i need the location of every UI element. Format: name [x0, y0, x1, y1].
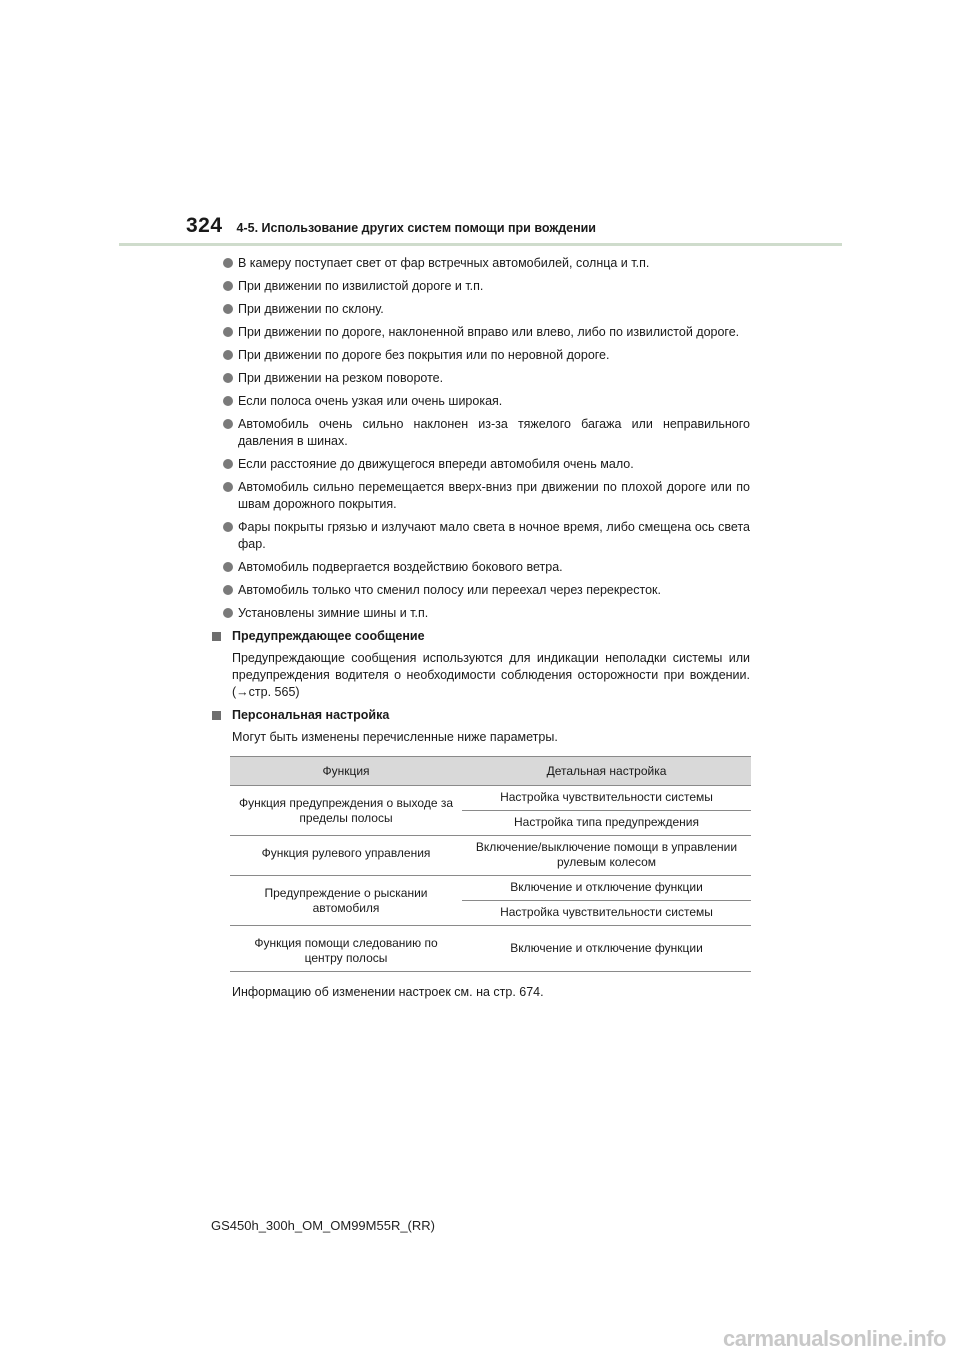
- bullet-icon: [223, 562, 233, 572]
- list-item: При движении по склону.: [222, 301, 750, 318]
- list-item: Если полоса очень узкая или очень широкая.: [222, 393, 750, 410]
- table-cell-setting: Включение и отключение функции: [462, 926, 751, 972]
- list-item: При движении по дороге, наклоненной вправо или влево, либо по извилистой дороге.: [222, 324, 750, 341]
- page-number: 324: [186, 214, 223, 237]
- condition-list: [222, 255, 750, 622]
- table-row: [230, 876, 751, 901]
- bullet-icon: [223, 608, 233, 618]
- list-item: Автомобиль очень сильно наклонен из-за тяжелого багажа или неправильного давления в шинах.: [222, 416, 750, 450]
- bullet-icon: [223, 585, 233, 595]
- settings-reference-text: Информацию об изменении настроек см. на стр. 674.: [232, 985, 544, 999]
- list-item: Автомобиль подвергается воздействию бокового ветра.: [222, 559, 750, 576]
- watermark: carmanualsonline.info: [723, 1326, 946, 1351]
- section-title: 4-5. Использование других систем помощи при вождении: [236, 221, 596, 235]
- table-cell-function: Предупреждение о рыскании автомобиля: [230, 876, 462, 926]
- list-item: Автомобиль сильно перемещается вверх-вниз при движении по плохой дороге или по швам дорожного покрытия.: [222, 479, 750, 513]
- square-bullet-icon: [212, 711, 221, 720]
- page-header: [186, 214, 596, 238]
- warning-section-text: Предупреждающие сообщения используются для индикации неполадки системы или предупреждения водителя о необходимости соблюдения осторожности при вождении. (→стр. 565): [232, 651, 750, 699]
- table-cell-function: Функция помощи следованию по центру полосы: [230, 926, 462, 972]
- bullet-icon: [223, 482, 233, 492]
- page-content: [222, 255, 750, 1001]
- table-cell-setting: Настройка чувствительности системы: [462, 786, 751, 811]
- table-cell-function: Функция предупреждения о выходе за пределы полосы: [230, 786, 462, 836]
- list-item: Если расстояние до движущегося впереди автомобиля очень мало.: [222, 456, 750, 473]
- list-item: При движении по дороге без покрытия или по неровной дороге.: [222, 347, 750, 364]
- list-item: При движении по извилистой дороге и т.п.: [222, 278, 750, 295]
- square-bullet-icon: [212, 632, 221, 641]
- table-row: [230, 836, 751, 876]
- list-item: В камеру поступает свет от фар встречных автомобилей, солнца и т.п.: [222, 255, 750, 272]
- list-item: Фары покрыты грязью и излучают мало света в ночное время, либо смещена ось света фар.: [222, 519, 750, 553]
- table-cell-setting: Включение/выключение помощи в управлении рулевым колесом: [462, 836, 751, 876]
- table-header-row: [230, 757, 751, 786]
- warning-section-title: Предупреждающее сообщение: [222, 628, 750, 645]
- settings-table: [230, 756, 751, 972]
- bullet-icon: [223, 522, 233, 532]
- table-cell-function: Функция рулевого управления: [230, 836, 462, 876]
- custom-section-title: Персональная настройка: [222, 707, 750, 724]
- table-row: [230, 786, 751, 811]
- table-cell-setting: Включение и отключение функции: [462, 876, 751, 901]
- custom-section-text: Могут быть изменены перечисленные ниже параметры.: [232, 730, 558, 744]
- table-row: [230, 926, 751, 972]
- bullet-icon: [223, 419, 233, 429]
- document-code: GS450h_300h_OM_OM99M55R_(RR): [211, 1218, 435, 1233]
- bullet-icon: [223, 396, 233, 406]
- bullet-icon: [223, 258, 233, 268]
- bullet-icon: [223, 281, 233, 291]
- list-item: При движении на резком повороте.: [222, 370, 750, 387]
- column-header-settings: Детальная настройка: [462, 757, 751, 786]
- list-item: Автомобиль только что сменил полосу или переехал через перекресток.: [222, 582, 750, 599]
- list-item: Установлены зимние шины и т.п.: [222, 605, 750, 622]
- table-cell-setting: Настройка чувствительности системы: [462, 901, 751, 926]
- bullet-icon: [223, 304, 233, 314]
- column-header-function: Функция: [230, 757, 462, 786]
- bullet-icon: [223, 459, 233, 469]
- bullet-icon: [223, 327, 233, 337]
- table-cell-setting: Настройка типа предупреждения: [462, 811, 751, 836]
- header-divider: [119, 243, 842, 246]
- bullet-icon: [223, 350, 233, 360]
- bullet-icon: [223, 373, 233, 383]
